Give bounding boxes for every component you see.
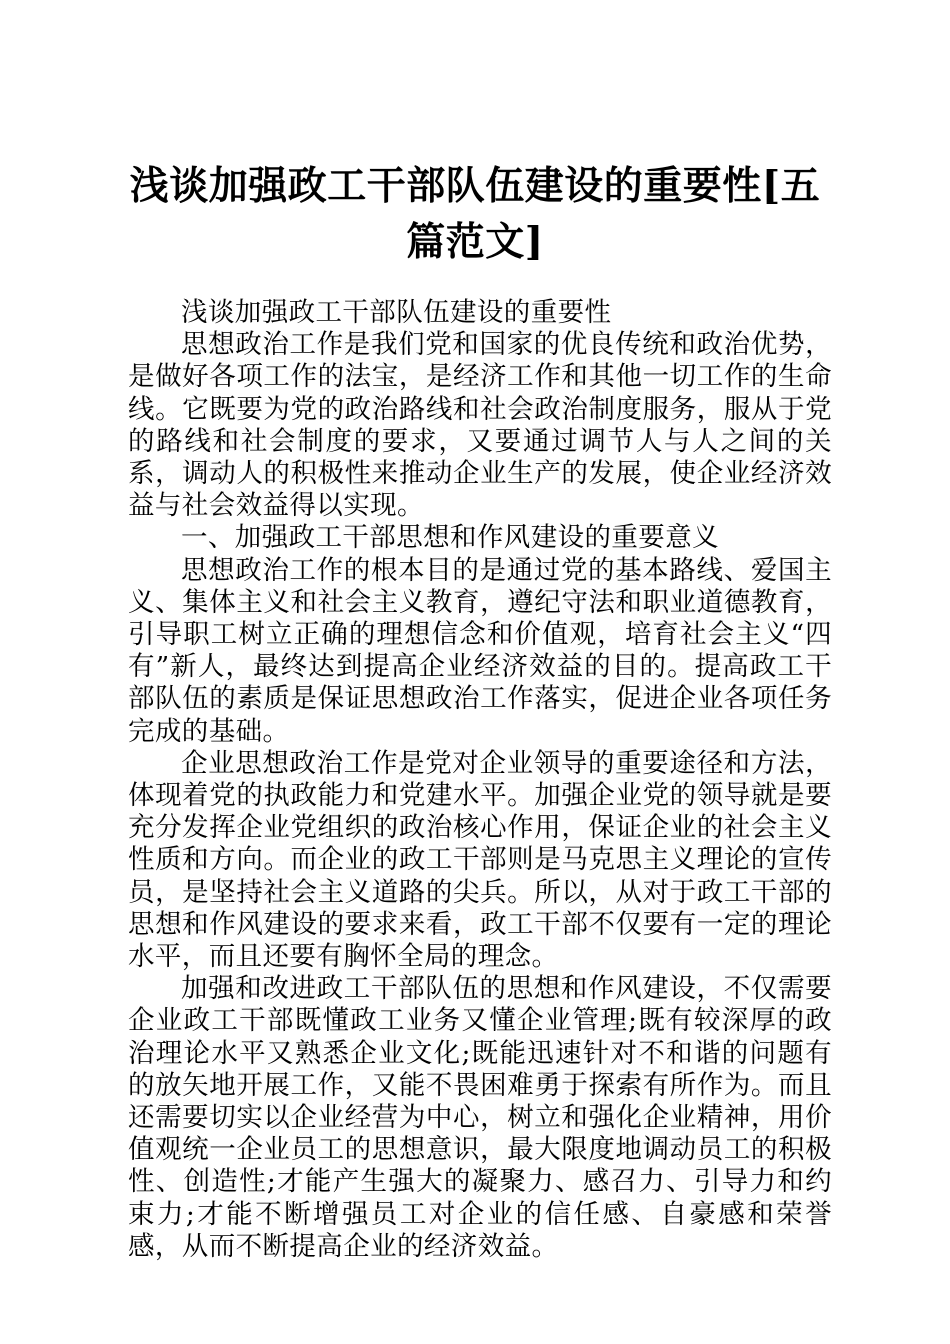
body-paragraph: 加强和改进政工干部队伍的思想和作风建设，不仅需要企业政工干部既懂政工业务又懂企业管理;既有较深厚的政治理论水平又熟悉企业文化;既能迅速针对不和谐的问题有的放矢地开展工作，又能不畏困难勇于探索有所作为。而且还需要切实以企业经营为中心，树立和强化企业精神，用价值观统一企业员工的思想意识，最大限度地调动员工的积极性、创造性;才能产生强大的凝聚力、感召力、引导力和约束力;才能不断增强员工对企业的信任感、自豪感和荣誉感，从而不断提高企业的经济效益。	[128, 973, 832, 1262]
body-paragraph: 企业思想政治工作是党对企业领导的重要途径和方法，体现着党的执政能力和党建水平。加强企业党的领导就是要充分发挥企业党组织的政治核心作用，保证企业的社会主义性质和方向。而企业的政工干部则是马克思主义理论的宣传员，是坚持社会主义道路的尖兵。所以，从对于政工干部的思想和作风建设的要求来看，政工干部不仅要有一定的理论水平，而且还要有胸怀全局的理念。	[128, 747, 832, 973]
body-paragraph-subtitle: 浅谈加强政工干部队伍建设的重要性	[181, 297, 612, 328]
section-heading: 一、加强政工干部思想和作风建设的重要意义	[181, 522, 719, 554]
body-paragraph: 思想政治工作的根本目的是通过党的基本路线、爱国主义、集体主义和社会主义教育，遵纪守法和职业道德教育，引导职工树立正确的理想信念和价值观，培育社会主义“四有”新人，最终达到提高企业经济效益的目的。提高政工干部队伍的素质是保证思想政治工作落实，促进企业各项任务完成的基础。	[128, 554, 832, 747]
document-title: 浅谈加强政工干部队伍建设的重要性[五篇范文]	[129, 163, 821, 265]
body-paragraph: 思想政治工作是我们党和国家的优良传统和政治优势，是做好各项工作的法宝，是经济工作和其他一切工作的生命线。它既要为党的政治路线和社会政治制度服务，服从于党的路线和社会制度的要求，又要通过调节人与人之间的关系，调动人的积极性来推动企业生产的发展，使企业经济效益与社会效益得以实现。	[128, 329, 832, 522]
document-body	[128, 297, 832, 1263]
